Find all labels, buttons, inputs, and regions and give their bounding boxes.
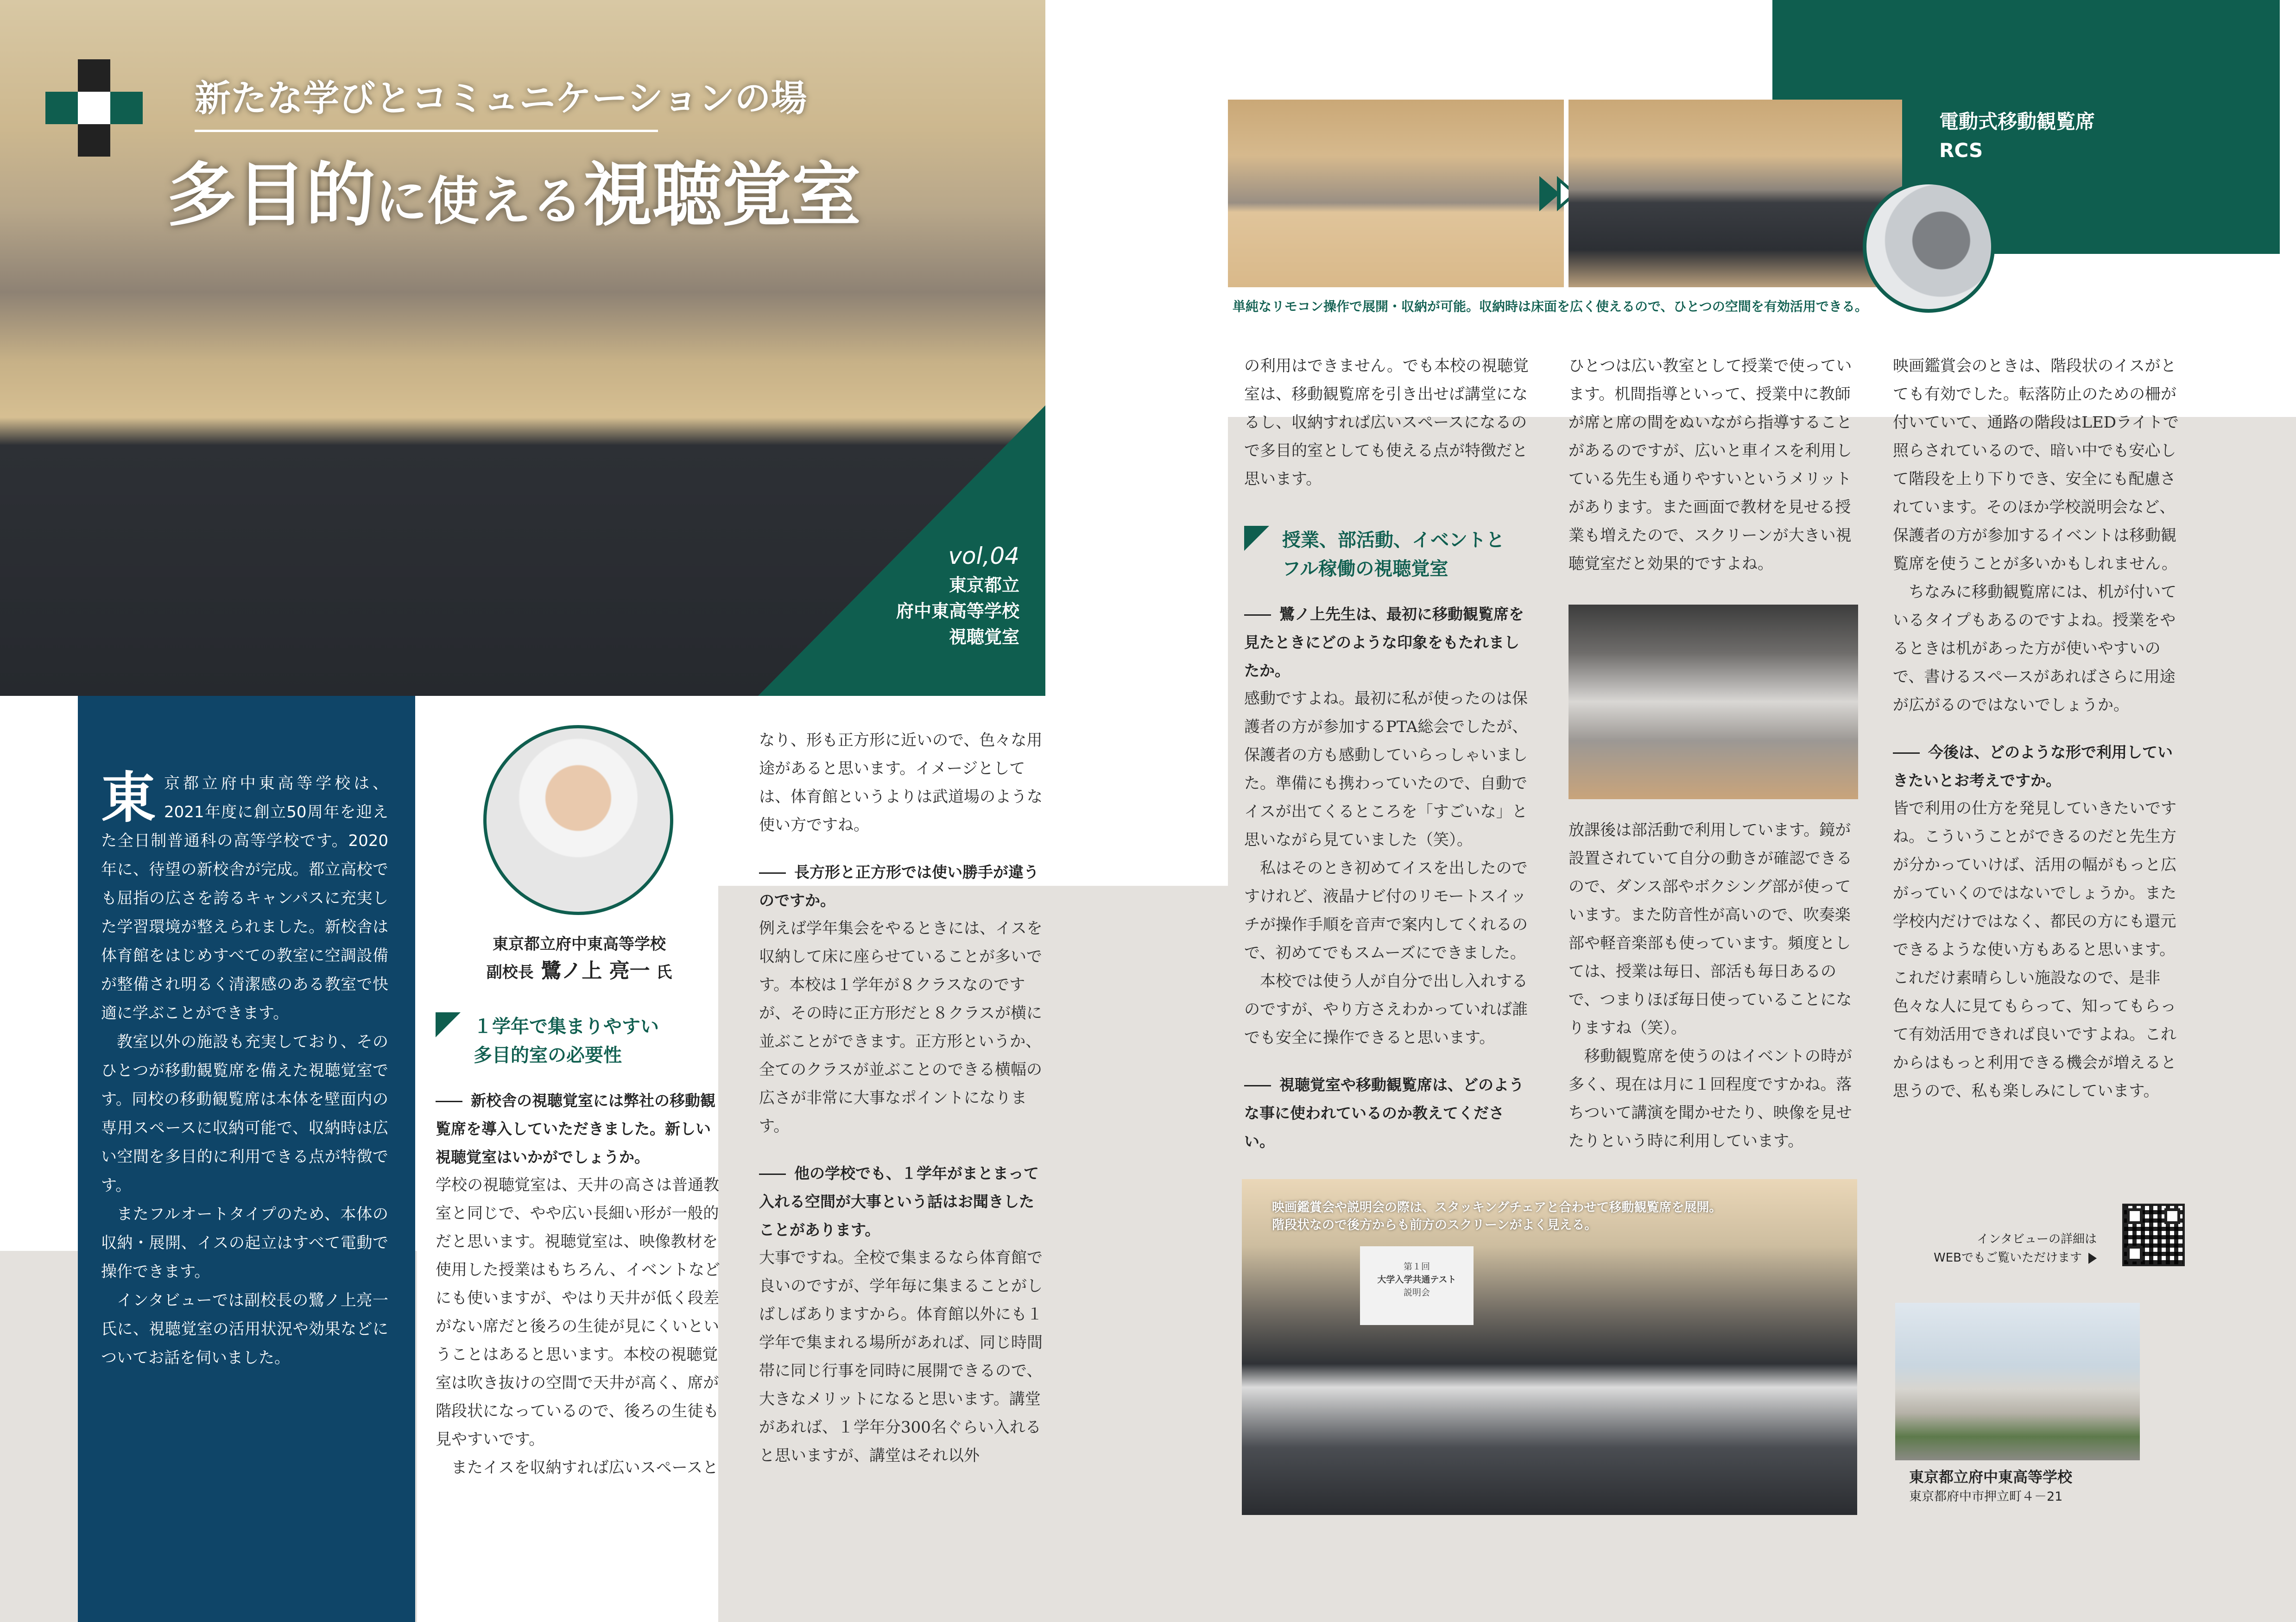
- badge-line-1: 東京都立: [949, 575, 1019, 595]
- answer-5c: 移動観覧席を使うのはイベントの時が多く、現在は月に１回程度ですかね。落ちついて講演を聞かせたり、映像を見せたりという時に利用しています。: [1569, 1047, 1852, 1150]
- interviewee-caption: [445, 931, 714, 989]
- answer-1b: またイスを収納すれば広いスペースと: [451, 1458, 718, 1477]
- photo-seats-deployed: [1569, 100, 1902, 287]
- section-heading-2-line-2: フル稼働の視聴覚室: [1282, 558, 1448, 580]
- answer-3-continued: の利用はできません。でも本校の視聴覚室は、移動観覧席を引き出せば講堂になるし、収納すれば広いスペースになるので多目的室としても使える点が特徴だと思います。: [1244, 357, 1529, 488]
- screen-text-1: 第１回: [1403, 1262, 1430, 1272]
- answer-4c: 本校では使う人が自分で出し入れするのですが、やり方さえわかっていれば誰でも安全に操作できると思います。: [1244, 972, 1528, 1047]
- rcs-label: [1939, 107, 2095, 165]
- column-4: [1569, 816, 1856, 1155]
- column-5: [1893, 352, 2182, 1105]
- hero-title: [167, 139, 861, 239]
- section-heading-1-line-1: １学年で集まりやすい: [474, 1016, 659, 1037]
- answer-5e: ちなみに移動観覧席には、机が付いているタイプもあるのですよね。授業をやるときは机があった方が使いやすいので、書けるスペースがあればさらに用途が広がるのではないでしょうか。: [1893, 583, 2176, 714]
- lecture-caption-line-1: 映画鑑賞会や説明会の際は、スタッキングチェアと合わせて移動観覧席を展開。: [1272, 1200, 1722, 1215]
- intro-paragraph-1: 京都立府中東高等学校は、2021年度に創立50周年を迎えた全日制普通科の高等学校です。2020年に、待望の新校舎が完成。都立高校でも屈指の広さを誇るキャンパスに充実した学習環境が整えられました。新校舎は体育館をはじめすべての教室に空調設備が整備され明るく清潔感のある教室で快適に学ぶことができます。: [101, 774, 388, 1022]
- question-2: 長方形と正方形では使い勝手が違うのですか。: [759, 863, 1039, 909]
- interviewee-honorific: 氏: [656, 963, 672, 982]
- screen-text-2: 大学入学共通テスト: [1377, 1275, 1456, 1285]
- hero-divider: [195, 130, 658, 132]
- triangle-right-icon: [2088, 1253, 2097, 1264]
- interviewee-name: 鷺ノ上 亮一: [541, 959, 650, 983]
- vol-badge: [880, 540, 1019, 650]
- logo-squares: [45, 59, 143, 157]
- interviewee-role: 副校長: [486, 963, 534, 982]
- intro-paragraph-4: インタビューでは副校長の鷺ノ上亮一氏に、視聴覚室の活用状況や効果などについてお話を伺いました。: [101, 1291, 388, 1367]
- section-heading-2: [1244, 526, 1541, 583]
- qr-note-line-2: WEBでもご覧いただけます: [1934, 1251, 2082, 1265]
- hero-title-b: に使える: [375, 171, 583, 232]
- lecture-screen: [1360, 1246, 1474, 1325]
- answer-1: 学校の視聴覚室は、天井の高さは普通教室と同じで、やや広い長細い形が一般的だと思います。視聴覚室は、映像教材を使用した授業はもちろん、イベントなどにも使いますが、やはり天井が低く段差がない席だと後ろの生徒が見にくいということはあると思います。本校の視聴覚室は吹き抜けの空間で天井が高く、席が階段状になっているので、後ろの生徒も見やすいです。: [436, 1176, 721, 1449]
- column-3: [1244, 600, 1531, 1155]
- lecture-caption: [1272, 1199, 1721, 1234]
- vol-number: vol,04: [948, 543, 1019, 569]
- interviewee-school: 東京都立府中東高等学校: [493, 935, 666, 953]
- column-3-top: [1244, 352, 1531, 493]
- question-3: 他の学校でも、１学年がまとまって入れる空間が大事という話はお聞きしたことがあります。: [759, 1164, 1039, 1239]
- section-heading-1: [436, 1012, 723, 1070]
- intro-text: [101, 766, 388, 1372]
- top-photo-caption: 単純なリモコン操作で展開・収納が可能。収納時は床面を広く使えるので、ひとつの空間を有効活用できる。: [1233, 299, 1868, 314]
- answer-1-continued: なり、形も正方形に近いので、色々な用途があると思います。イメージとしては、体育館というよりは武道場のような使い方ですね。: [759, 731, 1043, 834]
- answer-6: 皆で利用の仕方を発見していきたいですね。こういうことができるのだと先生方が分かっていけば、活用の幅がもっと広がっていくのではないでしょうか。また学校内だけではなく、都民の方にも還元できるような使い方もあると思います。これだけ素晴らしい施設なので、是非色々な人に見てもらって、知ってもらって有効活用できれば良いですよね。これからはもっと利用できる機会が増えると思うので、私も楽しみにしています。: [1893, 799, 2176, 1100]
- question-1: 新校舎の視聴覚室には弊社の移動観覧席を導入していただきました。新しい視聴覚室はいかがでしょうか。: [436, 1092, 715, 1166]
- photo-seats-stored: [1228, 100, 1564, 287]
- answer-5: ひとつは広い教室として授業で使っています。机間指導といって、授業中に教師が席と席の間をぬいながら指導することがあるのですが、広いと車イスを利用している先生も通りやすいというメリットがあります。また画面で教材を見せる授業も増えたので、スクリーンが大きい視聴覚室だと効果的ですよね。: [1569, 357, 1852, 573]
- column-4-top: [1569, 352, 1856, 578]
- rcs-line-2: RCS: [1939, 139, 1983, 162]
- section-heading-2-line-1: 授業、部活動、イベントと: [1282, 530, 1505, 551]
- school-footer: [1909, 1466, 2072, 1506]
- question-4: 鷺ノ上先生は、最初に移動観覧席を見たときにどのような印象をもたれましたか。: [1244, 605, 1524, 680]
- school-address: 東京都府中市押立町４－21: [1909, 1489, 2063, 1504]
- column-1: [436, 1086, 723, 1482]
- answer-2: 例えば学年集会をやるときには、イスを収納して床に座らせていることが多いです。本校は１学年が８クラスなのですが、その時に正方形だと８クラスが横に並ぶことができます。正方形というか、全てのクラスが並ぶことのできる横幅の広さが非常に大事なポイントになります。: [759, 919, 1043, 1136]
- hero-title-a: 多目的: [167, 155, 376, 236]
- badge-line-3: 視聴覚室: [949, 627, 1019, 647]
- qr-note-line-1: インタビューの詳細は: [1977, 1232, 2097, 1246]
- answer-5d: 映画鑑賞会のときは、階段状のイスがとても有効でした。転落防止のための柵が付いていて、通路の階段はLEDライトで照らされているので、暗い中でも安心して階段を上り下りでき、安全にも配慮されています。そのほか学校説明会など、保護者の方が参加するイベントは移動観覧席を使うことが多いかもしれません。: [1893, 357, 2179, 573]
- answer-3: 大事ですね。全校で集まるなら体育館で良いのですが、学年毎に集まることがしばしばありますから。体育館以外にも１学年で集まれる場所があれば、同じ時間帯に同じ行事を同時に展開できるので、大きなメリットになると思います。講堂があれば、１学年分300名ぐらい入れると思いますが、講堂はそれ以外: [759, 1249, 1043, 1465]
- column-2: [759, 726, 1046, 1470]
- qr-note: [1925, 1230, 2097, 1267]
- intro-paragraph-3: またフルオートタイプのため、本体の収納・展開、イスの起立はすべて電動で操作できます。: [101, 1205, 388, 1281]
- badge-line-2: 府中東高等学校: [896, 601, 1019, 621]
- rcs-line-1: 電動式移動観覧席: [1939, 110, 2095, 133]
- photo-dance-club: [1569, 605, 1858, 799]
- answer-4b: 私はそのとき初めてイスを出したのですけれど、液晶ナビ付のリモートスイッチが操作手順を音声で案内してくれるので、初めてでもスムーズにできました。: [1244, 859, 1528, 962]
- remote-photo-circle: [1863, 181, 1995, 313]
- answer-4: 感動ですよね。最初に私が使ったのは保護者の方が参加するPTA総会でしたが、保護者の方も感動していらっしゃいました。準備にも携わっていたので、自動でイスが出てくるところを「すごいな」と思いながら見ていました（笑）。: [1244, 689, 1528, 849]
- intro-paragraph-2: 教室以外の施設も充実しており、そのひとつが移動観覧席を備えた視聴覚室です。同校の移動観覧席は本体を壁面内の専用スペースに収納可能で、収納時は広い空間を多目的に利用できる点が特徴です。: [101, 1033, 388, 1195]
- school-name: 東京都立府中東高等学校: [1909, 1468, 2073, 1486]
- intro-dropcap: 東: [101, 766, 156, 830]
- section-heading-1-line-2: 多目的室の必要性: [474, 1045, 622, 1066]
- photo-school-building: [1895, 1303, 2140, 1460]
- interviewee-photo: [483, 725, 673, 915]
- answer-5b: 放課後は部活動で利用しています。鏡が設置されていて自分の動きが確認できるので、ダンス部やボクシング部が使っています。また防音性が高いので、吹奏楽部や軽音楽部も使っています。頻度としては、授業は毎日、部活も毎日あるので、つまりほぼ毎日使っていることになりますね（笑）。: [1569, 821, 1852, 1037]
- question-5: 視聴覚室や移動観覧席は、どのような事に使われているのか教えてください。: [1244, 1076, 1524, 1150]
- hero-subtitle: 新たな学びとコミュニケーションの場: [195, 78, 807, 120]
- hero-title-c: 視聴覚室: [583, 155, 861, 236]
- question-6: 今後は、どのような形で利用していきたいとお考えですか。: [1893, 743, 2173, 789]
- lecture-caption-line-2: 階段状なので後方からも前方のスクリーンがよく見える。: [1272, 1218, 1597, 1232]
- qr-code[interactable]: [2122, 1204, 2185, 1266]
- screen-text-3: 説明会: [1403, 1288, 1430, 1298]
